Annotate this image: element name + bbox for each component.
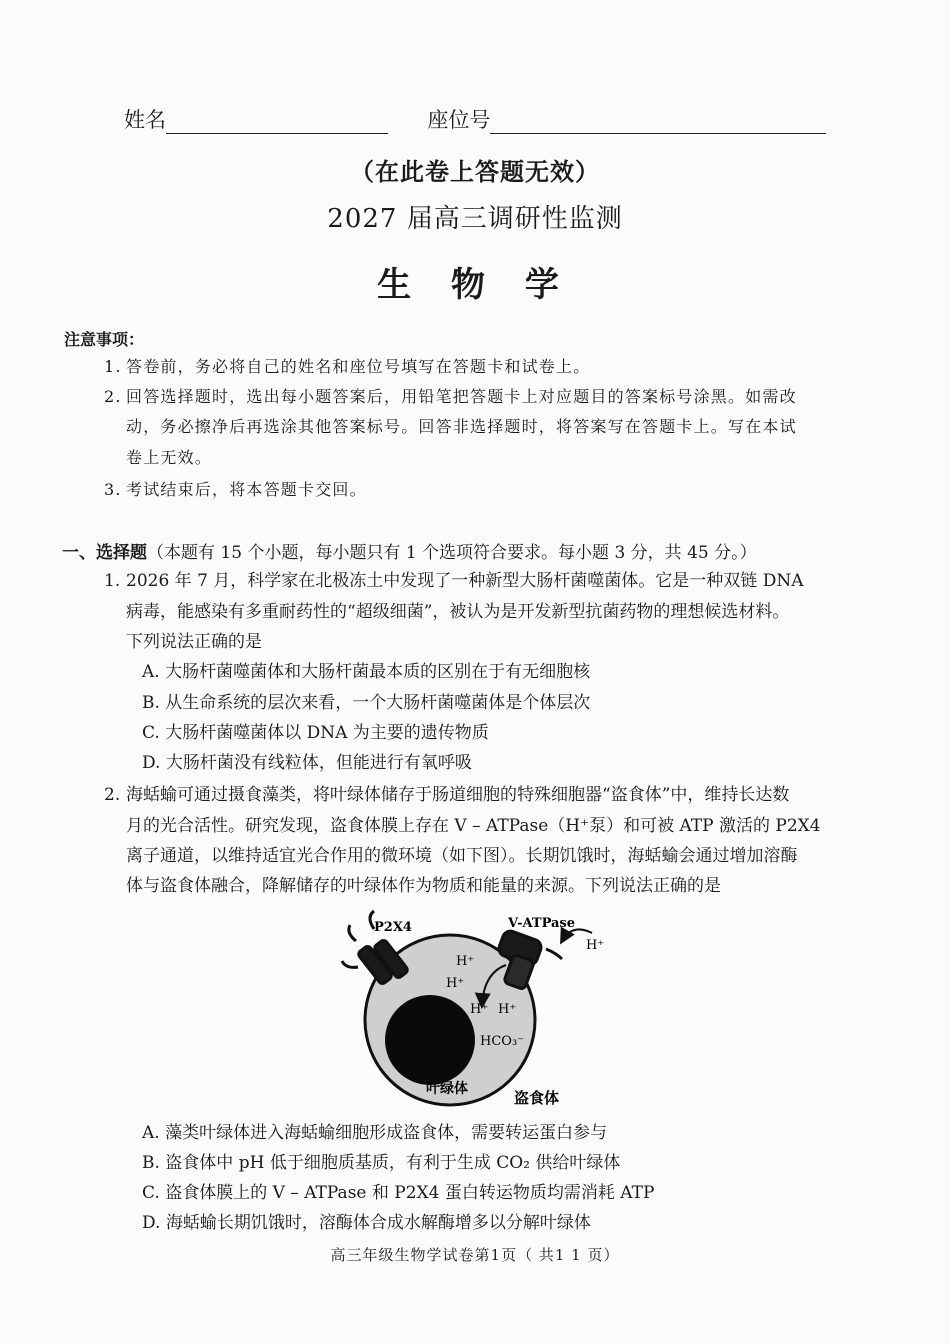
kleptosome-label: 盗食体: [514, 1089, 560, 1107]
h-ion: H⁺: [456, 954, 475, 969]
h-ion: H⁺: [498, 1002, 517, 1017]
chloroplast-label: 叶绿体: [426, 1081, 468, 1097]
kleptosome-diagram: [330, 905, 620, 1115]
name-blank: [166, 111, 388, 134]
hco3-ion: HCO₃⁻: [480, 1034, 525, 1049]
exam-title: 2027 届高三调研性监测: [327, 204, 623, 234]
option-c: C. 盗食体膜上的 V – ATPase 和 P2X4 蛋白转运物质均需消耗 ATP: [142, 1183, 655, 1203]
h-ion: H⁺: [470, 1002, 489, 1017]
invalid-answer-warning: （在此卷上答题无效）: [350, 157, 600, 186]
v-atpase-label: V-ATPase: [508, 916, 576, 931]
name-label: 姓名: [124, 108, 166, 132]
section-title: 一、选择题: [62, 543, 147, 563]
option-b: B. 从生命系统的层次来看，一个大肠杆菌噬菌体是个体层次: [142, 693, 591, 713]
note-item: [104, 475, 894, 505]
note-continuation: 卷上无效。: [126, 448, 213, 467]
h-ion: H⁺: [446, 976, 465, 991]
page-footer: 高三年级生物学试卷第1页（ 共1 1 页）: [330, 1246, 620, 1264]
option-d: D. 大肠杆菌没有线粒体，但能进行有氧呼吸: [142, 753, 472, 773]
question-text-line: 下列说法正确的是: [126, 632, 262, 652]
h-ion-outside: H⁺: [586, 938, 605, 953]
question-text-line: 体与盗食体融合，降解储存的叶绿体作为物质和能量的来源。下列说法正确的是: [126, 876, 721, 896]
question-text-line: 病毒，能感染有多重耐药性的“超级细菌”，被认为是开发新型抗菌药物的理想候选材料。: [126, 602, 790, 622]
note-num: 3.: [104, 480, 122, 499]
option-b: B. 盗食体中 pH 低于细胞质基质，有利于生成 CO₂ 供给叶绿体: [142, 1153, 621, 1173]
section-header: [62, 538, 757, 563]
question-text-line: 月的光合活性。研究发现，盗食体膜上存在 V – ATPase（H⁺泵）和可被 ATP 激活的 P2X4: [126, 816, 821, 836]
option-a: A. 大肠杆菌噬菌体和大肠杆菌最本质的区别在于有无细胞核: [142, 662, 591, 682]
note-num: 1.: [104, 357, 122, 376]
question-text-line: 2026 年 7 月，科学家在北极冻土中发现了一种新型大肠杆菌噬菌体。它是一种双链 DNA: [126, 571, 804, 591]
subject-title: 生 物 学: [377, 265, 573, 305]
section-desc: （本题有 15 个小题，每小题只有 1 个选项符合要求。每小题 3 分，共 45 分。）: [147, 543, 757, 563]
option-d: D. 海蛞蝓长期饥饿时，溶酶体合成水解酶增多以分解叶绿体: [142, 1213, 591, 1233]
question-text-line: 离子通道，以维持适宜光合作用的微环境（如下图）。长期饥饿时，海蛞蝓会通过增加溶酶: [126, 846, 798, 866]
note-text: 考试结束后，将本答题卡交回。: [126, 480, 367, 499]
question-text-line: 海蛞蝓可通过摄食藻类，将叶绿体储存于肠道细胞的特殊细胞器“盗食体”中，维持长达数: [126, 785, 790, 805]
option-c: C. 大肠杆菌噬菌体以 DNA 为主要的遗传物质: [142, 723, 489, 743]
option-a: A. 藻类叶绿体进入海蛞蝓细胞形成盗食体，需要转运蛋白参与: [142, 1123, 608, 1143]
seat-label: 座位号: [427, 108, 491, 132]
question-number: 2.: [104, 785, 121, 805]
note-text: 答卷前，务必将自己的姓名和座位号填写在答题卡和试卷上。: [126, 357, 591, 376]
p2x4-label: P2X4: [374, 920, 412, 935]
header-fields: [124, 104, 826, 134]
note-item: [104, 382, 894, 412]
note-item: [104, 352, 894, 382]
note-text: 回答选择题时，选出每小题答案后，用铅笔把答题卡上对应题目的答案标号涂黑。如需改: [126, 387, 797, 406]
question-number: 1.: [104, 571, 121, 591]
note-num: 2.: [104, 387, 122, 406]
seat-blank: [490, 111, 826, 134]
note-continuation: 动，务必擦净后再选涂其他答案标号。回答非选择题时，将答案写在答题卡上。写在本试: [126, 417, 797, 436]
notes-title: 注意事项：: [64, 330, 145, 349]
chloroplast: [385, 995, 475, 1085]
